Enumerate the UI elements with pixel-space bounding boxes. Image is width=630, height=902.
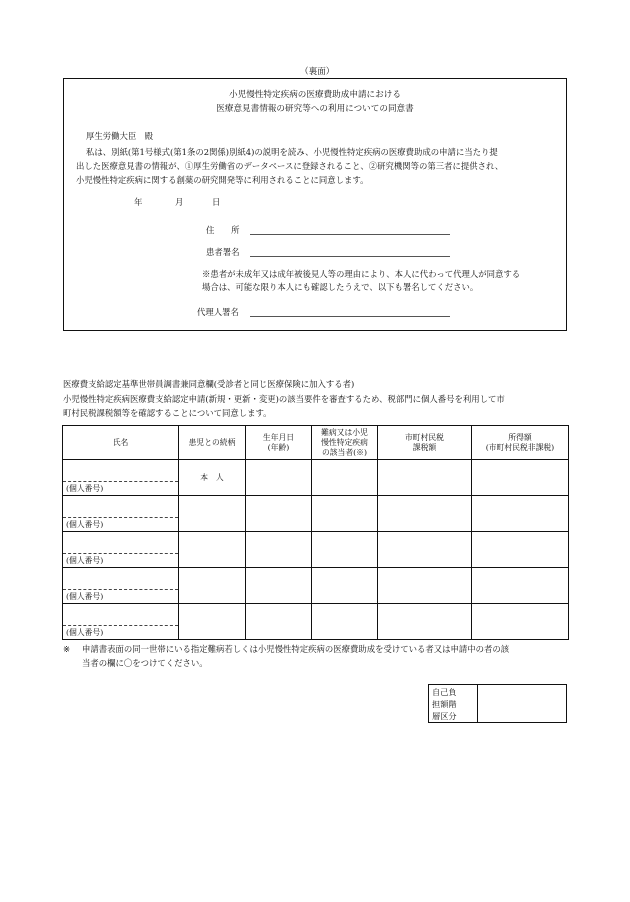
disease-cell[interactable] — [312, 532, 378, 568]
patient-sign-label: 患者署名 — [206, 247, 240, 257]
household-heading: 医療費支給認定基準世帯員調書兼同意欄(受診者と同じ医療保険に加入する者) — [63, 379, 355, 389]
copay-category-input[interactable] — [478, 685, 566, 722]
name-cell[interactable] — [63, 604, 179, 640]
income-cell[interactable] — [472, 532, 569, 568]
name-cell[interactable] — [63, 460, 179, 496]
table-header-row — [63, 426, 569, 460]
agent-sign-label: 代理人署名 — [197, 307, 239, 317]
disease-cell[interactable] — [312, 496, 378, 532]
table-row — [63, 496, 569, 532]
relation-cell[interactable] — [179, 532, 246, 568]
relation-value: 本 人 — [200, 472, 224, 482]
address-input-line[interactable] — [250, 233, 450, 235]
patient-sign-line[interactable] — [250, 255, 450, 257]
addressee: 厚生労働大臣 殿 — [86, 131, 153, 141]
col-birth-header: 生年月日 (年齢) — [246, 426, 312, 460]
col-disease-header: 難病又は小児 慢性特定疾病 の該当者(※) — [312, 426, 378, 460]
relation-cell[interactable] — [179, 568, 246, 604]
agent-note-line1: ※患者が未成年又は成年被後見人等の理由により、本人に代わって代理人が同意する — [202, 269, 521, 279]
tax-cell[interactable] — [378, 568, 472, 604]
consent-title-line2: 医療意見書情報の研究等への利用についての同意書 — [216, 104, 414, 114]
tax-cell[interactable] — [378, 460, 472, 496]
personal-number-label: (個人番号) — [66, 592, 104, 601]
copay-category-label: 自己負 担額階 層区分 — [432, 687, 457, 721]
col-tax-header: 市町村民税 課税額 — [378, 426, 472, 460]
birth-cell[interactable] — [246, 568, 312, 604]
consent-title-line1: 小児慢性特定疾病の医療費助成申請における — [229, 90, 401, 100]
income-cell[interactable] — [472, 460, 569, 496]
footnote-line2: 当者の欄に〇をつけてください。 — [82, 658, 208, 668]
name-cell[interactable] — [63, 568, 179, 604]
disease-cell[interactable] — [312, 604, 378, 640]
personal-number-label: (個人番号) — [66, 520, 104, 529]
income-cell[interactable] — [472, 604, 569, 640]
income-cell[interactable] — [472, 568, 569, 604]
birth-cell[interactable] — [246, 460, 312, 496]
col-name-header: 氏名 — [63, 426, 179, 460]
agent-sign-line[interactable] — [250, 315, 450, 317]
personal-number-label: (個人番号) — [66, 628, 104, 637]
income-cell[interactable] — [472, 496, 569, 532]
table-row — [63, 532, 569, 568]
date-month-label: 月 — [175, 197, 184, 207]
personal-number-label: (個人番号) — [66, 484, 104, 493]
household-table — [62, 425, 569, 640]
address-label: 住 所 — [206, 225, 240, 235]
table-row — [63, 460, 569, 496]
name-cell[interactable] — [63, 532, 179, 568]
birth-cell[interactable] — [246, 532, 312, 568]
table-row — [63, 568, 569, 604]
footnote-line1: 申請書表面の同一世帯にいる指定難病若しくは小児慢性特定疾病の医療費助成を受けている者又は申請中の者の該 — [82, 644, 510, 654]
personal-number-label: (個人番号) — [66, 556, 104, 565]
consent-body-line1: 私は、別紙(第1号様式(第1条の2関係)別紙4)の説明を読み、小児慢性特定疾病の医療費助成の申請に当たり提 — [86, 147, 498, 157]
date-day-label: 日 — [212, 197, 221, 207]
copay-category-box — [428, 684, 567, 723]
consent-body-line2: 出した医療意見書の情報が、①厚生労働省のデータベースに登録されること、②研究機関等の第三者に提供され、 — [76, 161, 504, 171]
col-income-header: 所得額 (市町村民税非課税) — [472, 426, 569, 460]
tax-cell[interactable] — [378, 532, 472, 568]
table-row — [63, 604, 569, 640]
relation-cell[interactable] — [179, 496, 246, 532]
page-side-label: （裏面） — [300, 67, 335, 77]
name-cell[interactable] — [63, 496, 179, 532]
disease-cell[interactable] — [312, 568, 378, 604]
relation-cell[interactable] — [179, 460, 246, 496]
birth-cell[interactable] — [246, 496, 312, 532]
consent-body-line3: 小児慢性特定疾病に関する創薬の研究開発等に利用されることに同意します。 — [76, 175, 369, 185]
household-desc-line1: 小児慢性特定疾病医療費支給認定申請(新規・更新・変更)の該当要件を審査するため、税部門に個人番号を利用して市 — [63, 394, 505, 404]
footnote-mark: ※ — [63, 644, 71, 654]
birth-cell[interactable] — [246, 604, 312, 640]
col-relation-header: 患児との続柄 — [179, 426, 246, 460]
date-year-label: 年 — [134, 197, 143, 207]
tax-cell[interactable] — [378, 496, 472, 532]
disease-cell[interactable] — [312, 460, 378, 496]
agent-note-line2: 場合は、可能な限り本人にも確認したうえで、以下も署名してください。 — [202, 282, 479, 292]
tax-cell[interactable] — [378, 604, 472, 640]
relation-cell[interactable] — [179, 604, 246, 640]
household-desc-line2: 町村民税課税額等を確認することについて同意します。 — [63, 408, 272, 418]
